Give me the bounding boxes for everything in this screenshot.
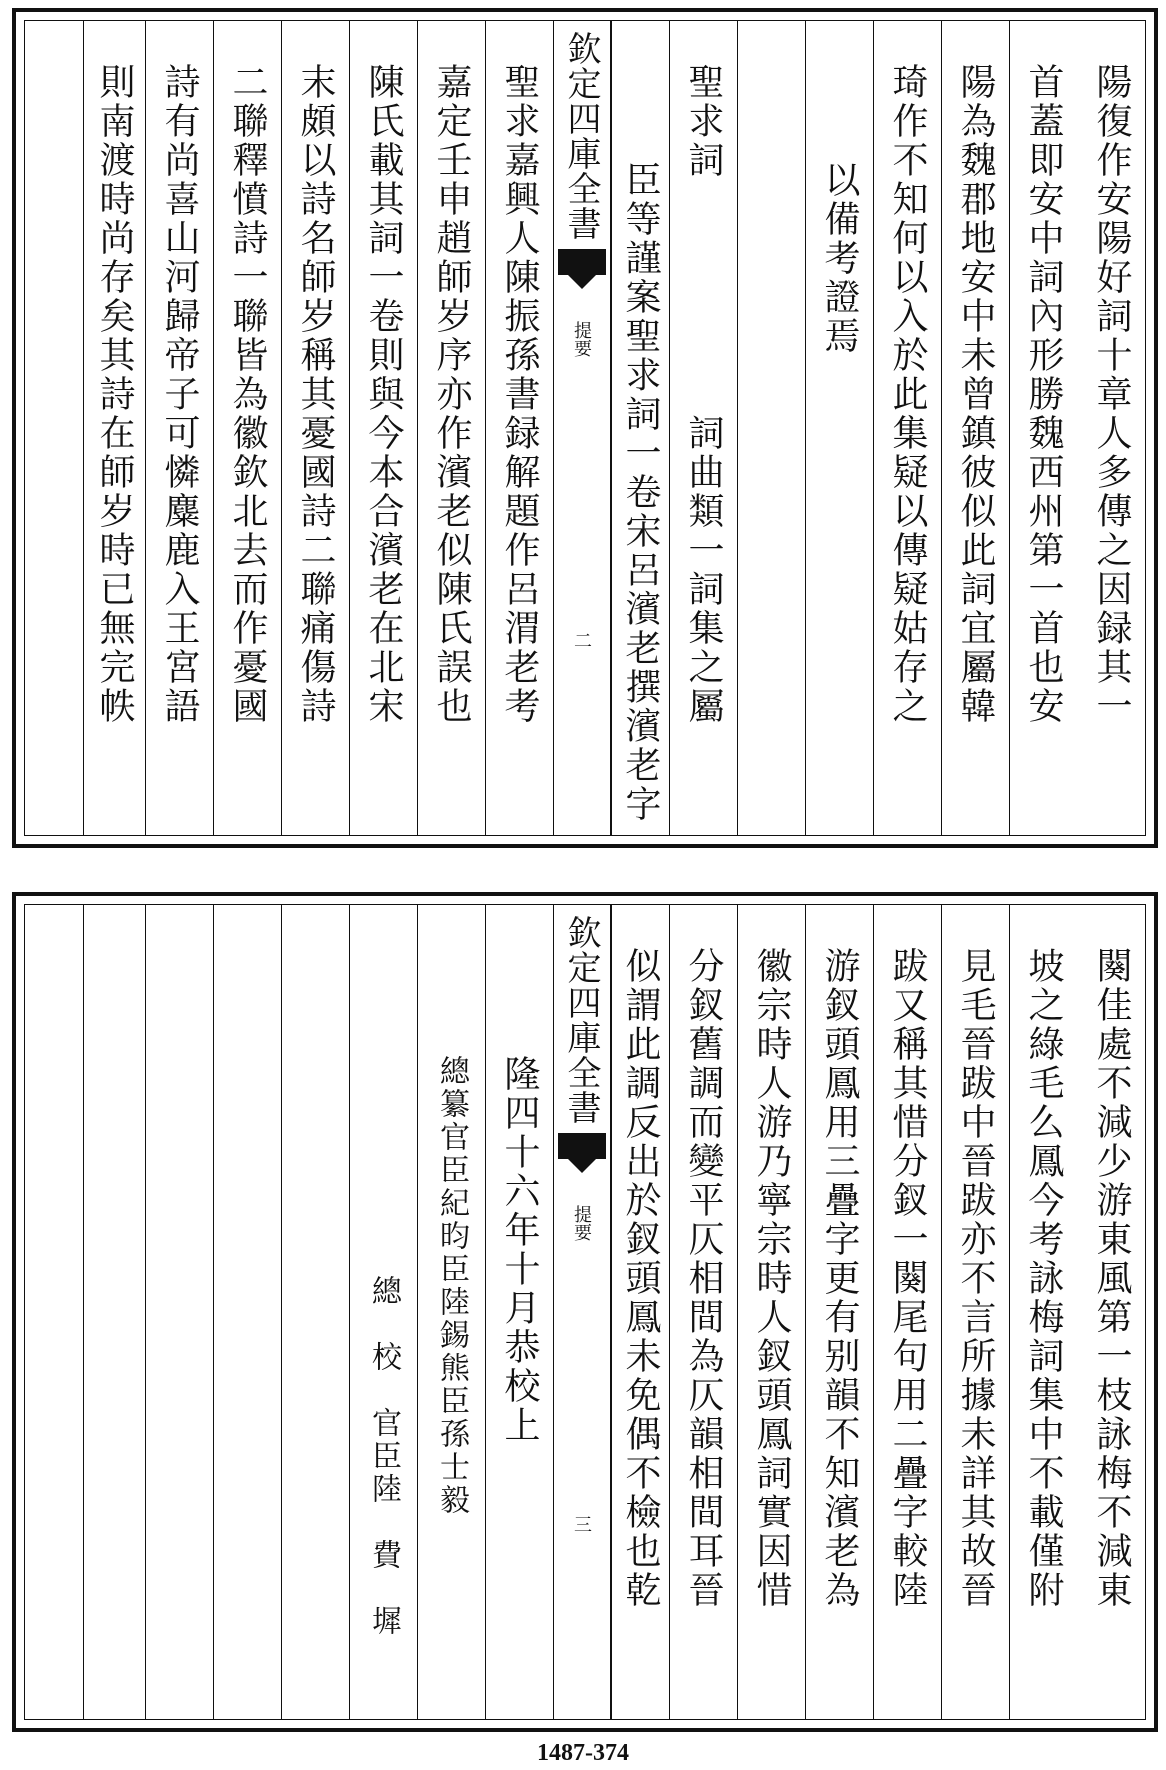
- text-column: [83, 905, 145, 1719]
- text-column: [611, 905, 669, 1719]
- column-text: 游釵頭鳳用三疊字更有别韻不知濱老為: [819, 947, 860, 1610]
- column-text: 以備考證焉: [819, 161, 860, 356]
- text-column: [417, 21, 485, 835]
- column-text: 聖求詞 詞曲類一詞集之屬: [683, 63, 724, 726]
- fishtail-mark: [558, 249, 606, 275]
- text-column: [1009, 21, 1077, 835]
- text-column: [941, 21, 1009, 835]
- column-text: 陽為魏郡地安中未曾鎮彼似此詞宜屬韓: [955, 63, 996, 726]
- column-text: 徽宗時人游乃寧宗時人釵頭鳳詞實因惜: [751, 947, 792, 1610]
- page-number: 三: [571, 1515, 592, 1533]
- text-column: [485, 21, 553, 835]
- column-text: 嘉定壬申趙師岁序亦作濱老似陳氏誤也: [431, 63, 472, 726]
- text-column: [737, 905, 805, 1719]
- column-text: 似謂此調反出於釵頭鳳未免偶不檢也乾: [620, 947, 661, 1610]
- fishtail-mark: [558, 1133, 606, 1159]
- text-column: [1077, 21, 1145, 835]
- text-column: [281, 905, 349, 1719]
- text-column: [873, 21, 941, 835]
- column-text: 見毛晉跋中晉跋亦不言所據未詳其故晉: [955, 947, 996, 1610]
- column-text: 闋佳處不減少游東風第一枝詠梅不減東: [1091, 947, 1132, 1610]
- page-number: 二: [571, 631, 592, 649]
- column-text: 琦作不知何以入於此集疑以傳疑姑存之: [887, 63, 928, 726]
- page-footer-number: 1487-374: [537, 1740, 629, 1766]
- column-text: 分釵舊調而變平仄相間為仄韻相間耳晉: [683, 947, 724, 1610]
- center-fold: [553, 21, 611, 835]
- center-fold: [553, 905, 611, 1719]
- text-column: [805, 21, 873, 835]
- column-text: 陳氏載其詞一卷則與今本合濱老在北宋: [363, 63, 404, 726]
- column-text: 二聯釋憤詩一聯皆為徽欽北去而作憂國: [227, 63, 268, 726]
- text-column: [941, 905, 1009, 1719]
- top-page: [12, 8, 1158, 848]
- bottom-page-frame: [24, 904, 1146, 1720]
- section-label: 提要: [571, 321, 592, 357]
- text-column: [145, 21, 213, 835]
- column-text: 末頗以詩名師岁稱其憂國詩二聯痛傷詩: [295, 63, 336, 726]
- text-column: [213, 905, 281, 1719]
- text-column: [281, 21, 349, 835]
- text-column: [873, 905, 941, 1719]
- text-column: [83, 21, 145, 835]
- text-column: [349, 21, 417, 835]
- column-text: 詩有尚喜山河歸帝子可憐麋鹿入王宮語: [159, 63, 200, 726]
- text-column: [417, 905, 485, 1719]
- book-title: 欽定四庫全書: [561, 31, 601, 241]
- column-text: 跋又稱其惜分釵一闋尾句用二疊字較陸: [887, 947, 928, 1610]
- text-column: [145, 905, 213, 1719]
- text-column: [485, 905, 553, 1719]
- text-column: [669, 905, 737, 1719]
- text-column: [349, 905, 417, 1719]
- column-text: 隆四十六年十月恭校上: [499, 1055, 540, 1445]
- section-label: 提要: [571, 1205, 592, 1241]
- text-column: [737, 21, 805, 835]
- column-text: 聖求嘉興人陳振孫書録解題作呂渭老考: [499, 63, 540, 726]
- column-text: 陽復作安陽好詞十章人多傳之因録其一: [1091, 63, 1132, 726]
- bottom-page: [12, 892, 1158, 1732]
- column-text: 總 校 官臣陸 費 墀: [366, 1275, 401, 1638]
- column-text: 則南渡時尚存矣其詩在師岁時已無完帙: [94, 63, 135, 726]
- text-column: [213, 21, 281, 835]
- text-column: [1009, 905, 1077, 1719]
- text-column: [805, 905, 873, 1719]
- column-text: 首蓋即安中詞內形勝魏西州第一首也安: [1023, 63, 1064, 726]
- text-column: [1077, 905, 1145, 1719]
- text-column: [611, 21, 669, 835]
- column-text: 總纂官臣紀昀臣陸錫熊臣孫士毅: [434, 1055, 469, 1517]
- top-page-frame: [24, 20, 1146, 836]
- column-text: 坡之綠毛么鳳今考詠梅詞集中不載僅附: [1023, 947, 1064, 1610]
- text-column: [669, 21, 737, 835]
- column-text: 臣等謹案聖求詞一卷宋呂濱老撰濱老字: [620, 161, 661, 824]
- book-title: 欽定四庫全書: [561, 915, 601, 1125]
